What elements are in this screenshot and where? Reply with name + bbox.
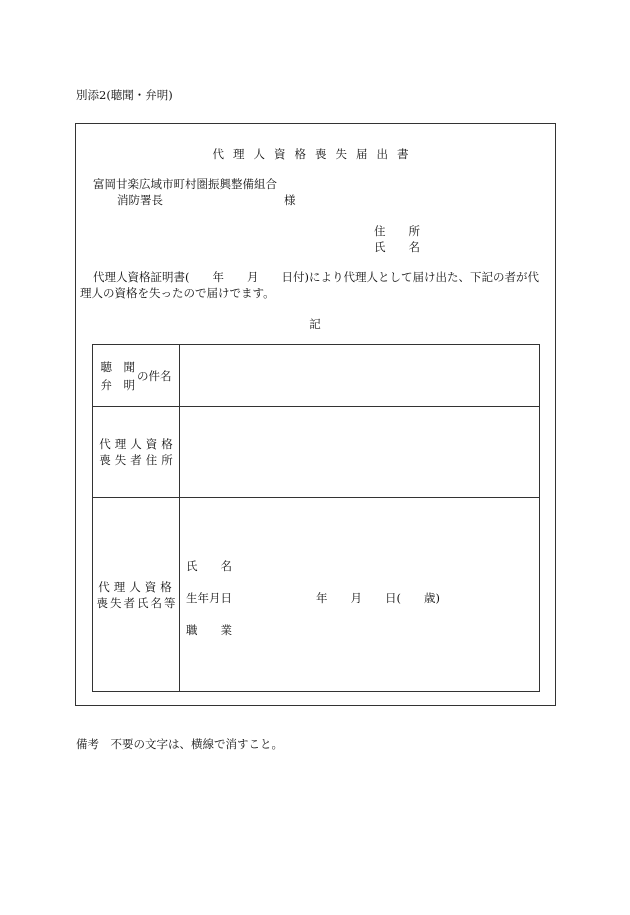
table-row-address (93, 407, 540, 498)
body-text-line-2: 理人の資格を失ったので届けでます。 (80, 286, 275, 300)
address-label-line-2: 喪失者住所 (99, 453, 177, 467)
name-field-label: 氏 名 (186, 559, 232, 573)
honorific: 様 (284, 193, 296, 207)
ki-mark: 記 (309, 317, 321, 331)
subject-label-cell (93, 345, 180, 407)
birthdate-format: 年 月 日( 歳) (316, 591, 440, 605)
attachment-label: 別添2(聴聞・弁明) (76, 88, 173, 102)
birthdate-field-label: 生年月日 (186, 591, 232, 605)
body-text-line-1: 代理人資格証明書( 年 月 日付)により代理人として届け出た、下記の者が代 (93, 270, 539, 284)
address-label-line-1: 代理人資格 (99, 437, 177, 451)
table-row-person (93, 498, 540, 692)
remarks-note: 備考 不要の文字は、横線で消すこと。 (76, 737, 283, 751)
person-label-line-1: 代理人資格 (98, 579, 176, 594)
form-title: 代理人資格喪失届出書 (212, 147, 418, 161)
address-label-cell (93, 407, 180, 498)
table-row-subject (93, 345, 540, 407)
addressee-organization: 富岡甘楽広域市町村圏振興整備組合 (93, 177, 277, 191)
applicant-address-label: 住 所 (374, 224, 420, 238)
address-value-cell[interactable] (180, 407, 540, 498)
hearing-label: 聴 聞 (100, 359, 135, 374)
subject-value-cell[interactable] (180, 345, 540, 407)
explanation-label: 弁 明 (100, 377, 135, 392)
addressee-chief: 消防署長 (117, 193, 163, 207)
occupation-field-label: 職 業 (186, 623, 232, 637)
subject-suffix-label: の件名 (137, 368, 172, 383)
person-label-cell (93, 498, 180, 692)
applicant-name-label: 氏 名 (374, 240, 420, 254)
person-label-line-2: 喪失者氏名等 (96, 595, 178, 610)
detail-table (92, 344, 540, 692)
person-value-cell[interactable] (180, 498, 540, 692)
